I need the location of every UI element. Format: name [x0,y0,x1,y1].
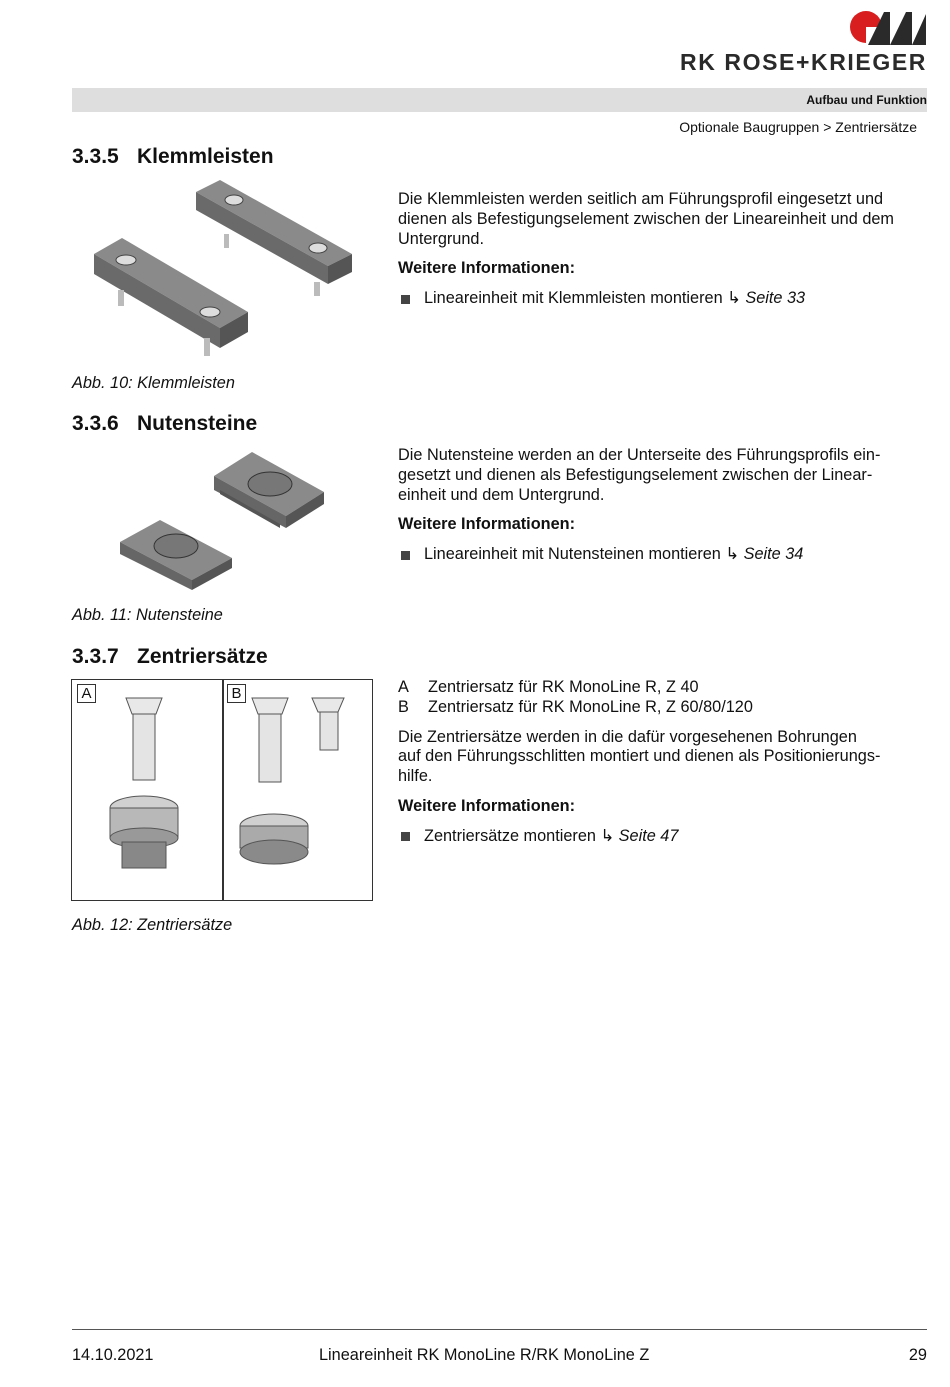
legend-item-a: A Zentriersatz für RK MonoLine R, Z 40 [398,678,699,696]
zentriersaetze-figure [71,679,373,901]
arrow-ref-icon: ↳ [600,826,615,845]
klemmleisten-text: Die Klemmleisten werden seitlich am Führungsprofil eingesetzt und dienen als Befestigungselement zwischen der Lineareinheit und dem Untergrund. Weitere Informationen: Lineareinheit mit Klemmleisten montieren ↳ Seite 33 [398,190,928,309]
arrow-ref-icon: ↳ [727,289,741,308]
page-number: 29 [908,1346,927,1364]
footer-title: Lineareinheit RK MonoLine R/RK MonoLine Z [319,1346,650,1364]
zentriersaetze-drawing [72,680,371,899]
section-heading-nutensteine: 3.3.6 Nutensteine [72,412,258,435]
section-heading-zentriersaetze: 3.3.7 Zentriersätze [72,645,268,668]
legend-item-b: B Zentriersatz für RK MonoLine R, Z 60/80/120 [398,697,753,716]
chapter-title: Aufbau und Funktion [806,93,927,107]
zentriersaetze-link[interactable]: Zentriersätze montieren ↳ Seite 47 [398,827,928,847]
figure-label-a: A [77,684,96,703]
figure-caption-12: Abb. 12: Zentriersätze [72,916,233,934]
company-logo-text: RK ROSE+KRIEGER [679,49,927,75]
arrow-ref-icon: ↳ [725,545,740,564]
nutensteine-link[interactable]: Lineareinheit mit Nutensteinen montieren ↳ Seite 34 [398,545,928,565]
zentriersaetze-text: A Zentriersatz für RK MonoLine R, Z 40 B Zentriersatz für RK MonoLine R, Z 60/80/120 Die Zentriersätze werden in die dafür vorgesehenen Bohrungen auf den Führungsschlitten montiert und dienen als Positionierungs- hilfe. Weitere Informationen: Zentriersätze montieren ↳ Seite 47 [398,678,928,847]
klemmleisten-link[interactable]: Lineareinheit mit Klemmleisten montieren ↳ Seite 33 [398,289,928,309]
nutensteine-text: Die Nutensteine werden an der Unterseite des Führungsprofils ein- gesetzt und dienen als Befestigungselement zwischen der Linear- einheit und dem Untergrund. Weitere Informationen: Lineareinheit mit Nutensteinen montieren ↳ Seite 34 [398,446,928,565]
bullet-square-icon [401,832,410,841]
footer-date: 14.10.2021 [72,1346,154,1364]
figure-caption-11: Abb. 11: Nutensteine [72,606,223,624]
figure-caption-10: Abb. 10: Klemmleisten [72,374,235,392]
chapter-bar [72,88,927,112]
bullet-square-icon [401,551,410,560]
company-logo-mark [846,8,928,46]
figure-label-b: B [227,684,246,703]
footer-rule [72,1329,927,1330]
section-path: Optionale Baugruppen > Zentriersätze [679,119,917,135]
section-heading-klemmleisten: 3.3.5 Klemmleisten [72,145,274,168]
klemmleisten-image [88,178,358,362]
nutensteine-image [116,446,356,592]
bullet-square-icon [401,295,410,304]
